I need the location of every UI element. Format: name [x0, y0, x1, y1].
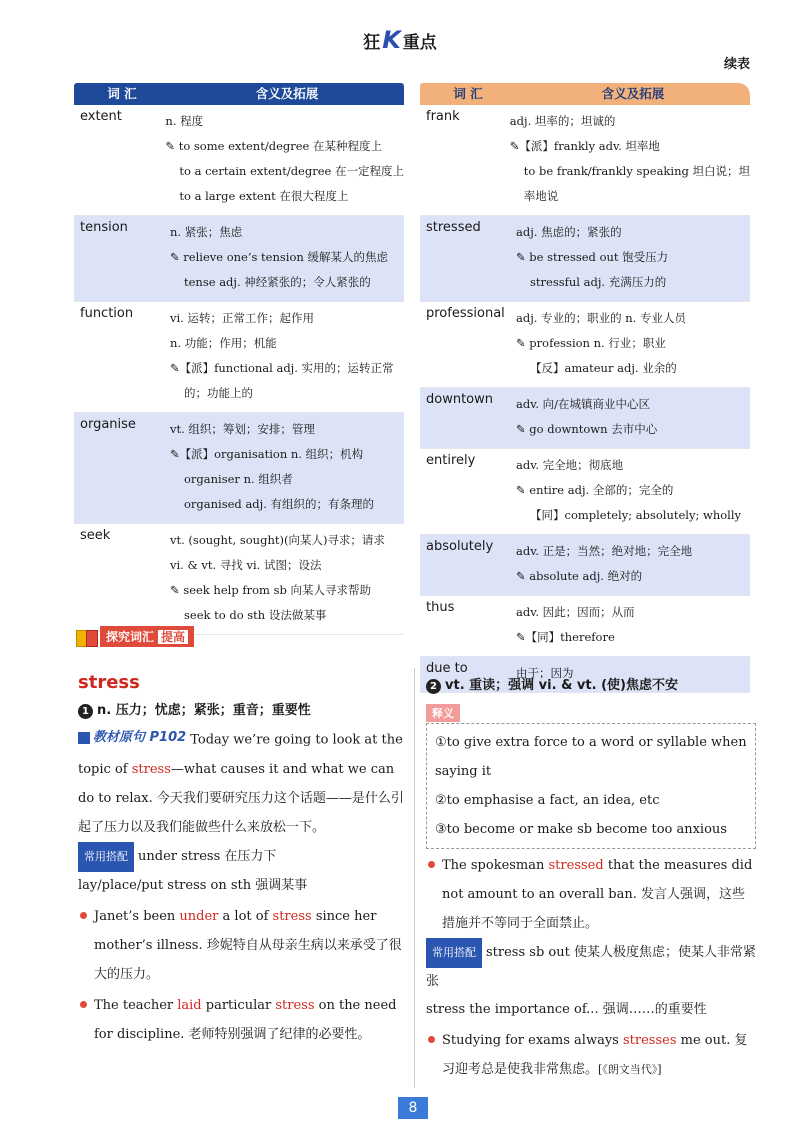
- vocab-word: tension: [80, 220, 128, 235]
- vocab-word: extent: [80, 109, 122, 124]
- table-row: [74, 302, 404, 413]
- meaning-line: seek to do sth 设法做某事: [184, 608, 327, 622]
- section-label: 探究词汇: [106, 630, 155, 644]
- meaning-line: stressful adj. 充满压力的: [530, 275, 667, 289]
- collocation-tag: 常用搭配: [78, 842, 134, 872]
- header-k-logo: K: [382, 26, 401, 54]
- page-number: 8: [398, 1097, 428, 1119]
- meaning-line: 【同】completely; absolutely; wholly: [530, 508, 742, 522]
- meaning-line: n. 紧张；焦虑: [170, 225, 243, 239]
- vocab-table-left: [74, 83, 404, 635]
- definition-3: ③to become or make sb become too anxious: [435, 822, 727, 837]
- book-icon: [76, 628, 98, 646]
- header-word: 词 汇: [453, 86, 483, 101]
- vocab-word: organise: [80, 417, 136, 432]
- table-row: [420, 302, 750, 388]
- collocation-2: lay/place/put stress on sth 强调某事: [78, 877, 308, 893]
- meaning-line: ✎ entire adj. 全部的；完全的: [516, 483, 674, 497]
- meaning-line: to a large extent 在很大程度上: [179, 189, 349, 203]
- section-tag: 提高: [158, 630, 188, 644]
- meaning-line: adj. 坦率的；坦诚的: [509, 114, 616, 128]
- meaning-line: organised adj. 有组织的；有条理的: [184, 497, 375, 511]
- vocab-table-right: [420, 83, 750, 693]
- collocation-4: stress the importance of... 强调……的重要性: [426, 1002, 707, 1017]
- textbook-label: 教材原句 P102: [78, 723, 186, 752]
- table-row: [74, 413, 404, 524]
- vocab-word: downtown: [426, 392, 493, 407]
- table-row: [420, 449, 750, 535]
- meaning-line: ✎ be stressed out 饱受压力: [516, 250, 669, 264]
- meaning-line: vt. 组织；筹划；安排；管理: [170, 422, 315, 436]
- example-3: The spokesman stressed that the measures did not amount to an overall ban. 发言人强调，这些措施并不等同于全面禁止。: [426, 851, 756, 938]
- entry-left-column: [78, 668, 408, 1049]
- meaning-line: 由于；因为: [516, 666, 574, 680]
- vocab-word: seek: [80, 528, 111, 543]
- meaning-line: ✎ profession n. 行业；职业: [516, 336, 666, 350]
- table-row: [420, 535, 750, 596]
- headword: stress: [78, 672, 140, 693]
- source-note: [《朗文当代》]: [598, 1063, 662, 1076]
- meaning-line: ✎ seek help from sb 向某人寻求帮助: [170, 583, 371, 597]
- meaning-line: ✎【派】frankly adv. 坦率地: [509, 139, 660, 153]
- table-row: [74, 105, 404, 216]
- vocab-word: entirely: [426, 453, 476, 468]
- table-row: [420, 105, 750, 216]
- example-1: Janet’s been under a lot of stress since her mother’s illness. 珍妮特自从母亲生病以来承受了很大的压力。: [78, 902, 408, 989]
- vocab-word: absolutely: [426, 539, 494, 554]
- meaning-line: to be frank/frankly speaking 坦白说；坦: [523, 164, 750, 178]
- table-row: [420, 388, 750, 449]
- meaning-line: adv. 向/在城镇商业中心区: [516, 397, 651, 411]
- meaning-line: 的；功能上的: [184, 386, 253, 400]
- header-prefix: 狂: [363, 33, 381, 53]
- vocab-word: thus: [426, 600, 455, 615]
- meaning-line: n. 功能；作用；机能: [170, 336, 277, 350]
- meaning-line: adv. 完全地；彻底地: [516, 458, 624, 472]
- book-mark-icon: [78, 732, 90, 744]
- vocab-word: due to: [426, 661, 468, 676]
- meaning-line: to a certain extent/degree 在一定程度上: [179, 164, 404, 178]
- table-row: [74, 216, 404, 302]
- definition-box: [426, 723, 756, 849]
- meaning-line: organiser n. 组织者: [184, 472, 293, 486]
- definition-2: ②to emphasise a fact, an idea, etc: [435, 793, 660, 808]
- continued-label: 续表: [723, 57, 750, 72]
- number-2-icon: 2: [426, 679, 441, 694]
- meaning-line: ✎【同】therefore: [516, 630, 615, 644]
- meaning-line: ✎ go downtown 去市中心: [516, 422, 658, 436]
- definition-tag: 释义: [426, 704, 460, 722]
- header-meaning: 含义及拓展: [255, 86, 319, 101]
- section-title: [76, 626, 194, 647]
- meaning-line: tense adj. 神经紧张的；令人紧张的: [184, 275, 371, 289]
- table-row: [420, 596, 750, 657]
- number-1-icon: 1: [78, 704, 93, 719]
- example-2: The teacher laid particular stress on the need for discipline. 老师特别强调了纪律的必要性。: [78, 991, 408, 1049]
- sense-2: 2 vt. 重读；强调 vi. & vt. (使)焦虑不安: [426, 674, 756, 694]
- meaning-line: ✎ relieve one’s tension 缓解某人的焦虑: [170, 250, 388, 264]
- vocab-word: frank: [426, 109, 460, 124]
- page-header: [0, 26, 800, 54]
- table-row: [74, 524, 404, 635]
- textbook-sentence: 教材原句 P102 Today we’re going to look at the topic of stress—what causes it and what we can do to relax. 今天我们要研究压力这个话题——是什么引起了压力以及我们能做些什么来放松一下。: [78, 723, 408, 842]
- meaning-line: 【反】amateur adj. 业余的: [530, 361, 677, 375]
- meaning-line: 率地说: [523, 189, 559, 203]
- meaning-line: adj. 焦虑的；紧张的: [516, 225, 622, 239]
- vocab-word: stressed: [426, 220, 481, 235]
- meaning-line: adv. 因此；因而；从而: [516, 605, 635, 619]
- meaning-line: adj. 专业的；职业的 n. 专业人员: [516, 311, 686, 325]
- entry-right-column: [426, 668, 756, 1084]
- meaning-line: ✎【派】organisation n. 组织；机构: [170, 447, 364, 461]
- meaning-line: vt. (sought, sought)(向某人)寻求；请求: [170, 533, 385, 547]
- meaning-line: n. 程度: [165, 114, 204, 128]
- meaning-line: ✎【派】functional adj. 实用的；运转正常: [170, 361, 394, 375]
- sense-1: 1 n. 压力；忧虑；紧张；重音；重要性: [78, 699, 408, 719]
- table-header: [74, 83, 404, 105]
- table-row: [420, 216, 750, 302]
- header-word: 词 汇: [107, 86, 137, 101]
- vocab-word: function: [80, 306, 134, 321]
- header-suffix: 重点: [402, 33, 437, 53]
- collocation-1: 常用搭配 under stress 在压力下: [78, 842, 408, 872]
- collocation-tag: 常用搭配: [426, 938, 482, 968]
- meaning-line: vi. 运转；正常工作；起作用: [170, 311, 314, 325]
- example-4: Studying for exams always stresses me out. 复习迎考总是使我非常焦虑。[《朗文当代》]: [426, 1026, 756, 1084]
- meaning-line: adv. 正是；当然；绝对地；完全地: [516, 544, 693, 558]
- vocab-word: professional: [426, 306, 505, 321]
- collocation-3: 常用搭配 stress sb out 使某人极度焦虑；使某人非常紧张: [426, 938, 756, 996]
- header-meaning: 含义及拓展: [601, 86, 665, 101]
- column-divider: [414, 668, 415, 1088]
- definition-1: ①to give extra force to a word or syllable when saying it: [435, 735, 747, 779]
- meaning-line: ✎ absolute adj. 绝对的: [516, 569, 643, 583]
- meaning-line: vi. & vt. 寻找 vi. 试图；设法: [170, 558, 322, 572]
- meaning-line: ✎ to some extent/degree 在某种程度上: [165, 139, 383, 153]
- table-header: [420, 83, 750, 105]
